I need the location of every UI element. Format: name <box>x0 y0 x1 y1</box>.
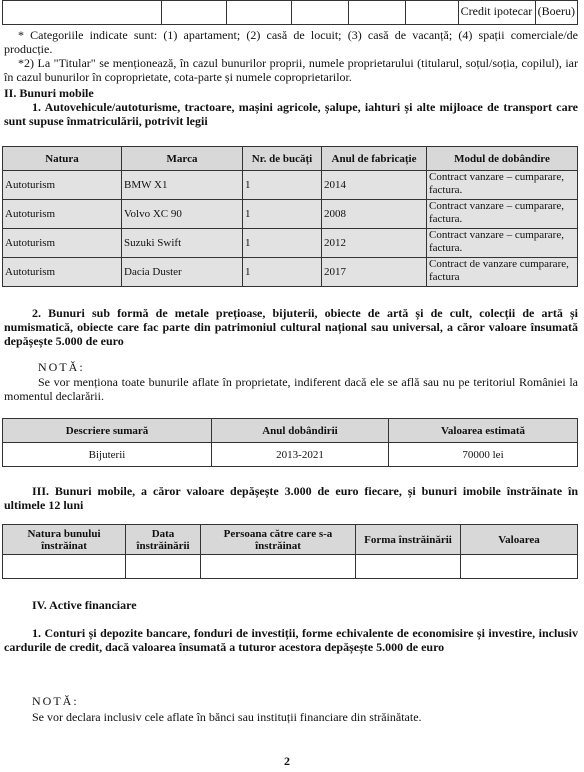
table-cell: 1 <box>243 200 322 229</box>
table-cell: (Boeru) <box>535 1 577 25</box>
table-cell: Bijuterii <box>3 443 212 467</box>
section-title: III. Bunuri mobile, a căror valoare depășește 3.000 de euro fiecare, și bunuri imobile înstrăinate în ultimele 12 luni <box>4 484 578 512</box>
table-cell: 2017 <box>322 258 427 287</box>
table-row <box>3 200 578 229</box>
table-cell <box>201 555 356 579</box>
table-cell <box>226 1 291 25</box>
table-cell: Volvo XC 90 <box>122 200 243 229</box>
footnote-categories: * Categoriile indicate sunt: (1) apartament; (2) casă de locuit; (3) casă de vacanță; (4) spații comerciale/de producție. <box>4 28 578 56</box>
table-cell: 70000 lei <box>389 443 578 467</box>
table-cell: 1 <box>243 258 322 287</box>
table-cell: Credit ipotecar <box>458 1 535 25</box>
table-cell: 2013-2021 <box>212 443 389 467</box>
page-number: 2 <box>284 754 290 768</box>
subsection-title: 2. Bunuri sub formă de metale prețioase, bijuterii, obiecte de artă și de cult, colecții de artă și numismatică, obiecte care fac parte din patrimoniul cultural național sau universal, a căror valoare însumată depășește 5.000 de euro <box>4 306 578 348</box>
table-cell: BMW X1 <box>122 171 243 200</box>
table-cell: Autoturism <box>3 258 122 287</box>
table-cell: Contract de vanzare cumparare, factura <box>427 258 578 287</box>
alienated-assets-table <box>2 524 578 579</box>
table-cell: Autoturism <box>3 171 122 200</box>
table-cell: Autoturism <box>3 229 122 258</box>
table-cell <box>291 1 348 25</box>
table-cell <box>356 555 461 579</box>
column-header: Anul dobândirii <box>212 419 389 443</box>
nota-text: Se vor menționa toate bunurile aflate în proprietate, indiferent dacă ele se află sau nu pe teritoriul României la momentul declarării. <box>4 375 578 403</box>
column-header: Persoana către care s-a înstrăinat <box>201 525 356 555</box>
real-estate-table-fragment <box>2 0 578 25</box>
column-header: Natura bunului înstrăinat <box>3 525 126 555</box>
subsection-title: 1. Autovehicule/autoturisme, tractoare, mașini agricole, șalupe, iahturi și alte mijloace de transport care sunt supuse înmatriculării, potrivit legii <box>4 100 578 128</box>
column-header: Forma înstrăinării <box>356 525 461 555</box>
table-cell <box>405 1 458 25</box>
column-header: Valoarea <box>461 525 578 555</box>
section-title: IV. Active financiare <box>32 598 137 612</box>
table-row <box>3 229 578 258</box>
column-header: Marca <box>122 147 243 171</box>
section-title: II. Bunuri mobile <box>4 86 94 100</box>
column-header: Anul de fabricație <box>322 147 427 171</box>
table-cell <box>348 1 405 25</box>
table-row <box>3 258 578 287</box>
column-header: Descriere sumară <box>3 419 212 443</box>
nota-text: Se vor declara inclusiv cele aflate în bănci sau instituții financiare din străinătate. <box>32 710 422 724</box>
table-cell: 2012 <box>322 229 427 258</box>
table-cell: Contract vanzare – cumparare, factura. <box>427 171 578 200</box>
valuables-table <box>2 418 578 467</box>
table-cell <box>3 1 162 25</box>
table-cell: 2014 <box>322 171 427 200</box>
footnote-titular: *2) La "Titular" se menționează, în cazul bunurilor proprii, numele proprietarului (titularul, soțul/soția, copilul), iar în cazul bunurilor în coproprietate, cota-parte și numele coproprietarilor. <box>4 56 578 84</box>
column-header: Valoarea estimată <box>389 419 578 443</box>
vehicles-table <box>2 146 578 287</box>
table-cell: Contract vanzare – cumparare, factura. <box>427 200 578 229</box>
column-header: Nr. de bucăți <box>243 147 322 171</box>
subsection-title: 1. Conturi și depozite bancare, fonduri de investiții, forme echivalente de economisire și investire, inclusiv cardurile de credit, dacă valoarea însumată a tuturor acestora depășește 5.000 de euro <box>4 626 578 654</box>
table-row <box>3 443 578 467</box>
table-cell: 1 <box>243 229 322 258</box>
column-header: Modul de dobândire <box>427 147 578 171</box>
column-header: Data înstrăinării <box>126 525 201 555</box>
table-cell <box>461 555 578 579</box>
table-cell: Autoturism <box>3 200 122 229</box>
table-cell: 1 <box>243 171 322 200</box>
table-cell: Suzuki Swift <box>122 229 243 258</box>
table-cell <box>161 1 226 25</box>
table-cell: Contract vanzare – cumparare, factura. <box>427 229 578 258</box>
table-cell: 2008 <box>322 200 427 229</box>
table-cell <box>126 555 201 579</box>
table-row <box>3 171 578 200</box>
table-cell <box>3 555 126 579</box>
nota-label: NOTĂ: <box>32 694 79 708</box>
nota-label: NOTĂ: <box>38 360 85 374</box>
table-row <box>3 555 578 579</box>
column-header: Natura <box>3 147 122 171</box>
table-cell: Dacia Duster <box>122 258 243 287</box>
